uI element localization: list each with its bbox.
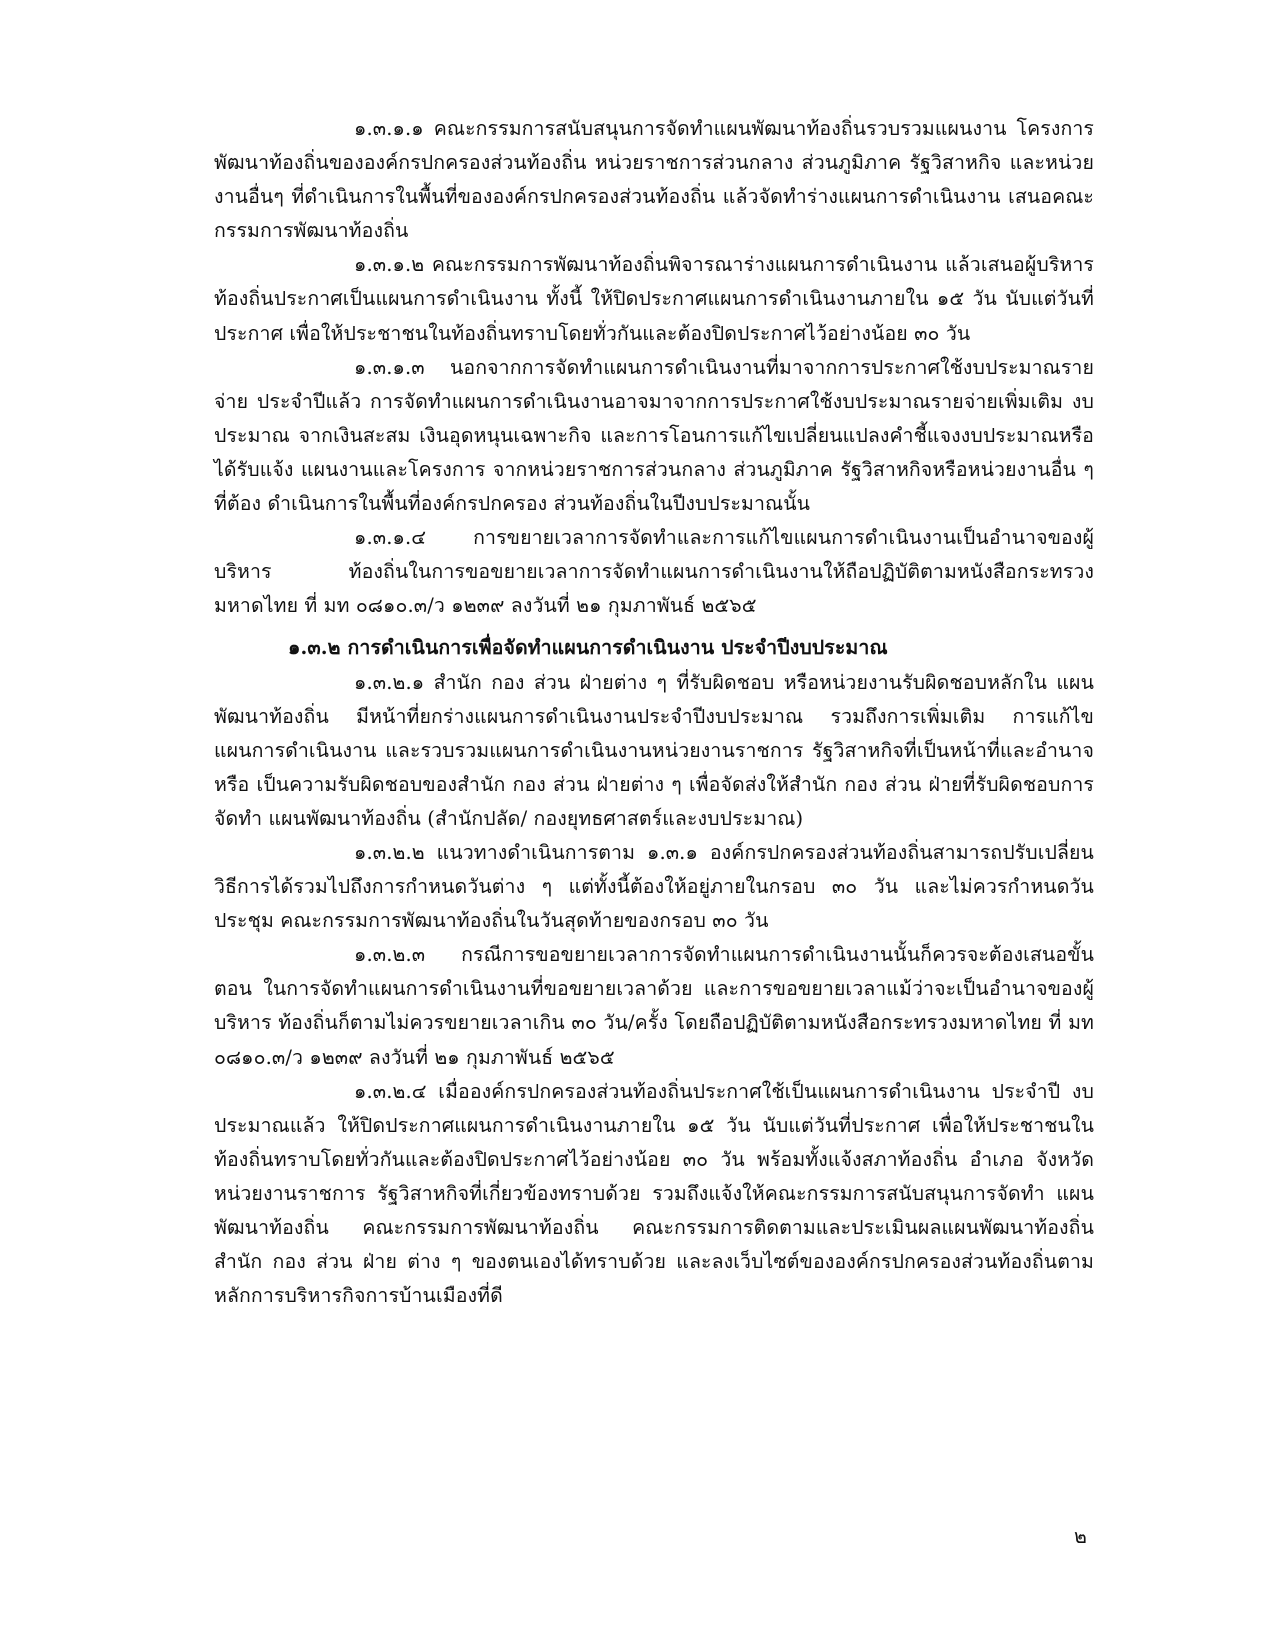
page-number: ๒ (1074, 1525, 1087, 1548)
paragraph-1-3-1-1: ๑.๓.๑.๑ คณะกรรมการสนับสนุนการจัดทำแผนพัฒนาท้องถิ่นรวบรวมแผนงาน โครงการพัฒนาท้องถิ่นขององค์กรปกครองส่วนท้องถิ่น หน่วยราชการส่วนกลาง ส่วนภูมิภาค รัฐวิสาหกิจ และหน่วยงานอื่นๆ ที่ดำเนินการในพื้นที่ขององค์กรปกครองส่วนท้องถิ่น แล้วจัดทำร่างแผนการดำเนินงาน เสนอคณะกรรมการพัฒนาท้องถิ่น (214, 117, 1094, 243)
paragraph-1-3-2-3: ๑.๓.๒.๓ กรณีการขอขยายเวลาการจัดทำแผนการดำเนินงานนั้นก็ควรจะต้องเสนอขั้นตอน ในการจัดทำแผนการดำเนินงานที่ขอขยายเวลาด้วย และการขอขยายเวลาแม้ว่าจะเป็นอำนาจของผู้บริหาร ท้องถิ่นก็ตามไม่ควรขยายเวลาเกิน ๓๐ วัน/ครั้ง โดยถือปฏิบัติตามหนังสือกระทรวงมหาดไทย ที่ มท ๐๘๑๐.๓/ว ๑๒๓๙ ลงวันที่ ๒๑ กุมภาพันธ์ ๒๕๖๕ (214, 943, 1094, 1069)
paragraph-1-3-2-4: ๑.๓.๒.๔ เมื่อองค์กรปกครองส่วนท้องถิ่นประกาศใช้เป็นแผนการดำเนินงาน ประจำปี งบประมาณแล้ว ให้ปิดประกาศแผนการดำเนินงานภายใน ๑๕ วัน นับแต่วันที่ประกาศ เพื่อให้ประชาชนใน ท้องถิ่นทราบโดยทั่วกันและต้องปิดประกาศไว้อย่างน้อย ๓๐ วัน พร้อมทั้งแจ้งสภาท้องถิ่น อำเภอ จังหวัด หน่วยงานราชการ รัฐวิสาหกิจที่เกี่ยวข้องทราบด้วย รวมถึงแจ้งให้คณะกรรมการสนับสนุนการจัดทำ แผนพัฒนาท้องถิ่น คณะกรรมการพัฒนาท้องถิ่น คณะกรรมการติดตามและประเมินผลแผนพัฒนาท้องถิ่น สำนัก กอง ส่วน ฝ่าย ต่าง ๆ ของตนเองได้ทราบด้วย และลงเว็บไซต์ขององค์กรปกครองส่วนท้องถิ่นตาม หลักการบริหารกิจการบ้านเมืองที่ดี (214, 1079, 1094, 1308)
paragraph-1-3-1-4: ๑.๓.๑.๔ การขยายเวลาการจัดทำและการแก้ไขแผนการดำเนินงานเป็นอำนาจของผู้บริหาร ท้องถิ่นในการขอขยายเวลาการจัดทำแผนการดำเนินงานให้ถือปฏิบัติตามหนังสือกระทรวงมหาดไทย ที่ มท ๐๘๑๐.๓/ว ๑๒๓๙ ลงวันที่ ๒๑ กุมภาพันธ์ ๒๕๖๕ (214, 526, 1094, 618)
paragraph-1-3-2-2: ๑.๓.๒.๒ แนวทางดำเนินการตาม ๑.๓.๑ องค์กรปกครองส่วนท้องถิ่นสามารถปรับเปลี่ยน วิธีการได้รวมไปถึงการกำหนดวันต่าง ๆ แต่ทั้งนี้ต้องให้อยู่ภายในกรอบ ๓๐ วัน และไม่ควรกำหนดวันประชุม คณะกรรมการพัฒนาท้องถิ่นในวันสุดท้ายของกรอบ ๓๐ วัน (214, 840, 1094, 933)
paragraph-1-3-1-2: ๑.๓.๑.๒ คณะกรรมการพัฒนาท้องถิ่นพิจารณาร่างแผนการดำเนินงาน แล้วเสนอผู้บริหาร ท้องถิ่นประกาศเป็นแผนการดำเนินงาน ทั้งนี้ ให้ปิดประกาศแผนการดำเนินงานภายใน ๑๕ วัน นับแต่วันที่ ประกาศ เพื่อให้ประชาชนในท้องถิ่นทราบโดยทั่วกันและต้องปิดประกาศไว้อย่างน้อย ๓๐ วัน (214, 253, 1094, 345)
paragraph-1-3-2-1: ๑.๓.๒.๑ สำนัก กอง ส่วน ฝ่ายต่าง ๆ ที่รับผิดชอบ หรือหน่วยงานรับผิดชอบหลักใน แผนพัฒนาท้องถิ่น มีหน้าที่ยกร่างแผนการดำเนินงานประจำปีงบประมาณ รวมถึงการเพิ่มเติม การแก้ไข แผนการดำเนินงาน และรวบรวมแผนการดำเนินงานหน่วยงานราชการ รัฐวิสาหกิจที่เป็นหน้าที่และอำนาจหรือ เป็นความรับผิดชอบของสำนัก กอง ส่วน ฝ่ายต่าง ๆ เพื่อจัดส่งให้สำนัก กอง ส่วน ฝ่ายที่รับผิดชอบการจัดทำ แผนพัฒนาท้องถิ่น (สำนักปลัด/ กองยุทธศาสตร์และงบประมาณ) (214, 670, 1094, 830)
section-heading-1-3-2: ๑.๓.๒ การดำเนินการเพื่อจัดทำแผนการดำเนินงาน ประจำปีงบประมาณ (288, 636, 888, 660)
document-body (214, 112, 1094, 1313)
paragraph-1-3-1-3: ๑.๓.๑.๓ นอกจากการจัดทำแผนการดำเนินงานที่มาจากการประกาศใช้งบประมาณรายจ่าย ประจำปีแล้ว การจัดทำแผนการดำเนินงานอาจมาจากการประกาศใช้งบประมาณรายจ่ายเพิ่มเติม งบประมาณ จากเงินสะสม เงินอุดหนุนเฉพาะกิจ และการโอนการแก้ไขเปลี่ยนแปลงคำชี้แจงงบประมาณหรือได้รับแจ้ง แผนงานและโครงการ จากหน่วยราชการส่วนกลาง ส่วนภูมิภาค รัฐวิสาหกิจหรือหน่วยงานอื่น ๆ ที่ต้อง ดำเนินการในพื้นที่องค์กรปกครอง ส่วนท้องถิ่นในปีงบประมาณนั้น (214, 355, 1094, 516)
